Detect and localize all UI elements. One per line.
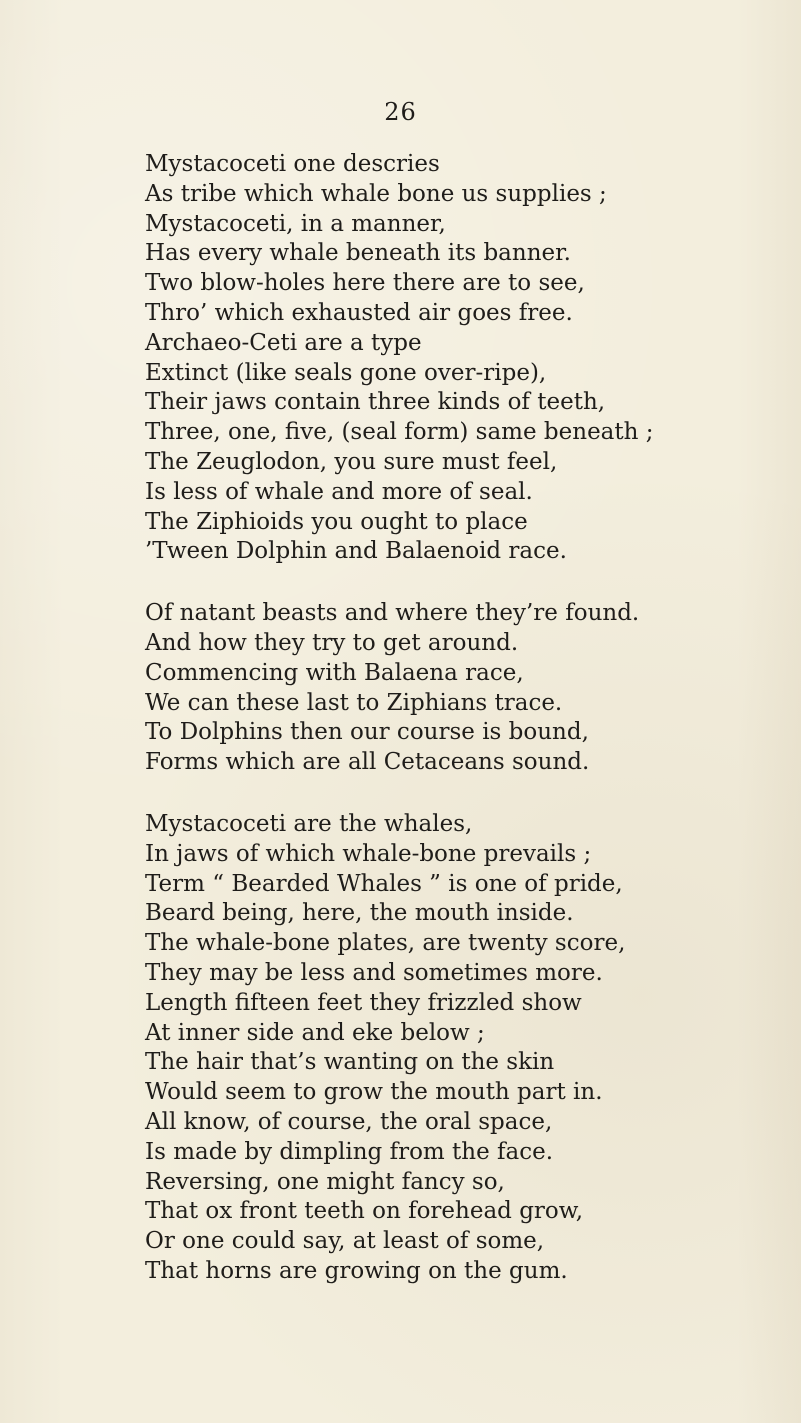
poem-line: Is made by dimpling from the face.: [145, 1138, 554, 1165]
poem-line: Three, one, five, (seal form) same beneath ;: [145, 419, 654, 446]
poem-line: The Zeuglodon, you sure must feel,: [145, 448, 558, 475]
poem-line: The Ziphioids you ought to place: [145, 508, 528, 535]
poem-line: ’Tween Dolphin and Balaenoid race.: [145, 538, 567, 565]
poem-line: As tribe which whale bone us supplies ;: [145, 180, 607, 207]
poem-line: We can these last to Ziphians trace.: [145, 689, 563, 716]
poem-line: Has every whale beneath its banner.: [145, 240, 571, 267]
poem-line: Length fifteen feet they frizzled show: [145, 989, 582, 1016]
poem-line: Two blow-holes here there are to see,: [145, 270, 585, 297]
poem: [145, 150, 795, 1319]
poem-line: Would seem to grow the mouth part in.: [145, 1079, 603, 1106]
poem-line: Term “ Bearded Whales ” is one of pride,: [145, 870, 623, 897]
poem-line: Is less of whale and more of seal.: [145, 478, 533, 505]
poem-line: They may be less and sometimes more.: [145, 959, 603, 986]
poem-line: Extinct (like seals gone over-ripe),: [145, 359, 547, 386]
poem-line: Commencing with Balaena race,: [145, 659, 524, 686]
poem-line: Reversing, one might fancy so,: [145, 1168, 505, 1195]
poem-line: Mystacoceti, in a manner,: [145, 210, 446, 237]
poem-line: To Dolphins then our course is bound,: [145, 719, 589, 746]
poem-line: Mystacoceti are the whales,: [145, 810, 473, 837]
poem-line: Mystacoceti one descries: [145, 151, 440, 177]
poem-line: Their jaws contain three kinds of teeth,: [145, 389, 606, 416]
poem-line: All know, of course, the oral space,: [145, 1108, 553, 1135]
poem-line: At inner side and eke below ;: [145, 1019, 485, 1046]
poem-line: Thro’ which exhausted air goes free.: [145, 299, 573, 326]
poem-line: Beard being, here, the mouth inside.: [145, 900, 574, 927]
poem-line: In jaws of which whale-bone prevails ;: [145, 840, 592, 867]
poem-line: Forms which are all Cetaceans sound.: [145, 749, 590, 776]
poem-line: Archaeo-Ceti are a type: [145, 329, 422, 356]
stanza-2: [145, 599, 795, 778]
page-number: 26: [384, 98, 417, 126]
poem-line: Of natant beasts and where they’re found.: [145, 600, 640, 627]
poem-line: That ox front teeth on forehead grow,: [145, 1198, 584, 1225]
poem-line: Or one could say, at least of some,: [145, 1228, 545, 1255]
poem-line: And how they try to get around.: [145, 629, 519, 656]
poem-line: The whale-bone plates, are twenty score,: [145, 930, 626, 957]
poem-line: The hair that’s wanting on the skin: [145, 1049, 555, 1076]
poem-line: That horns are growing on the gum.: [145, 1257, 568, 1284]
stanza-1: [145, 150, 795, 567]
stanza-3: [145, 810, 795, 1287]
